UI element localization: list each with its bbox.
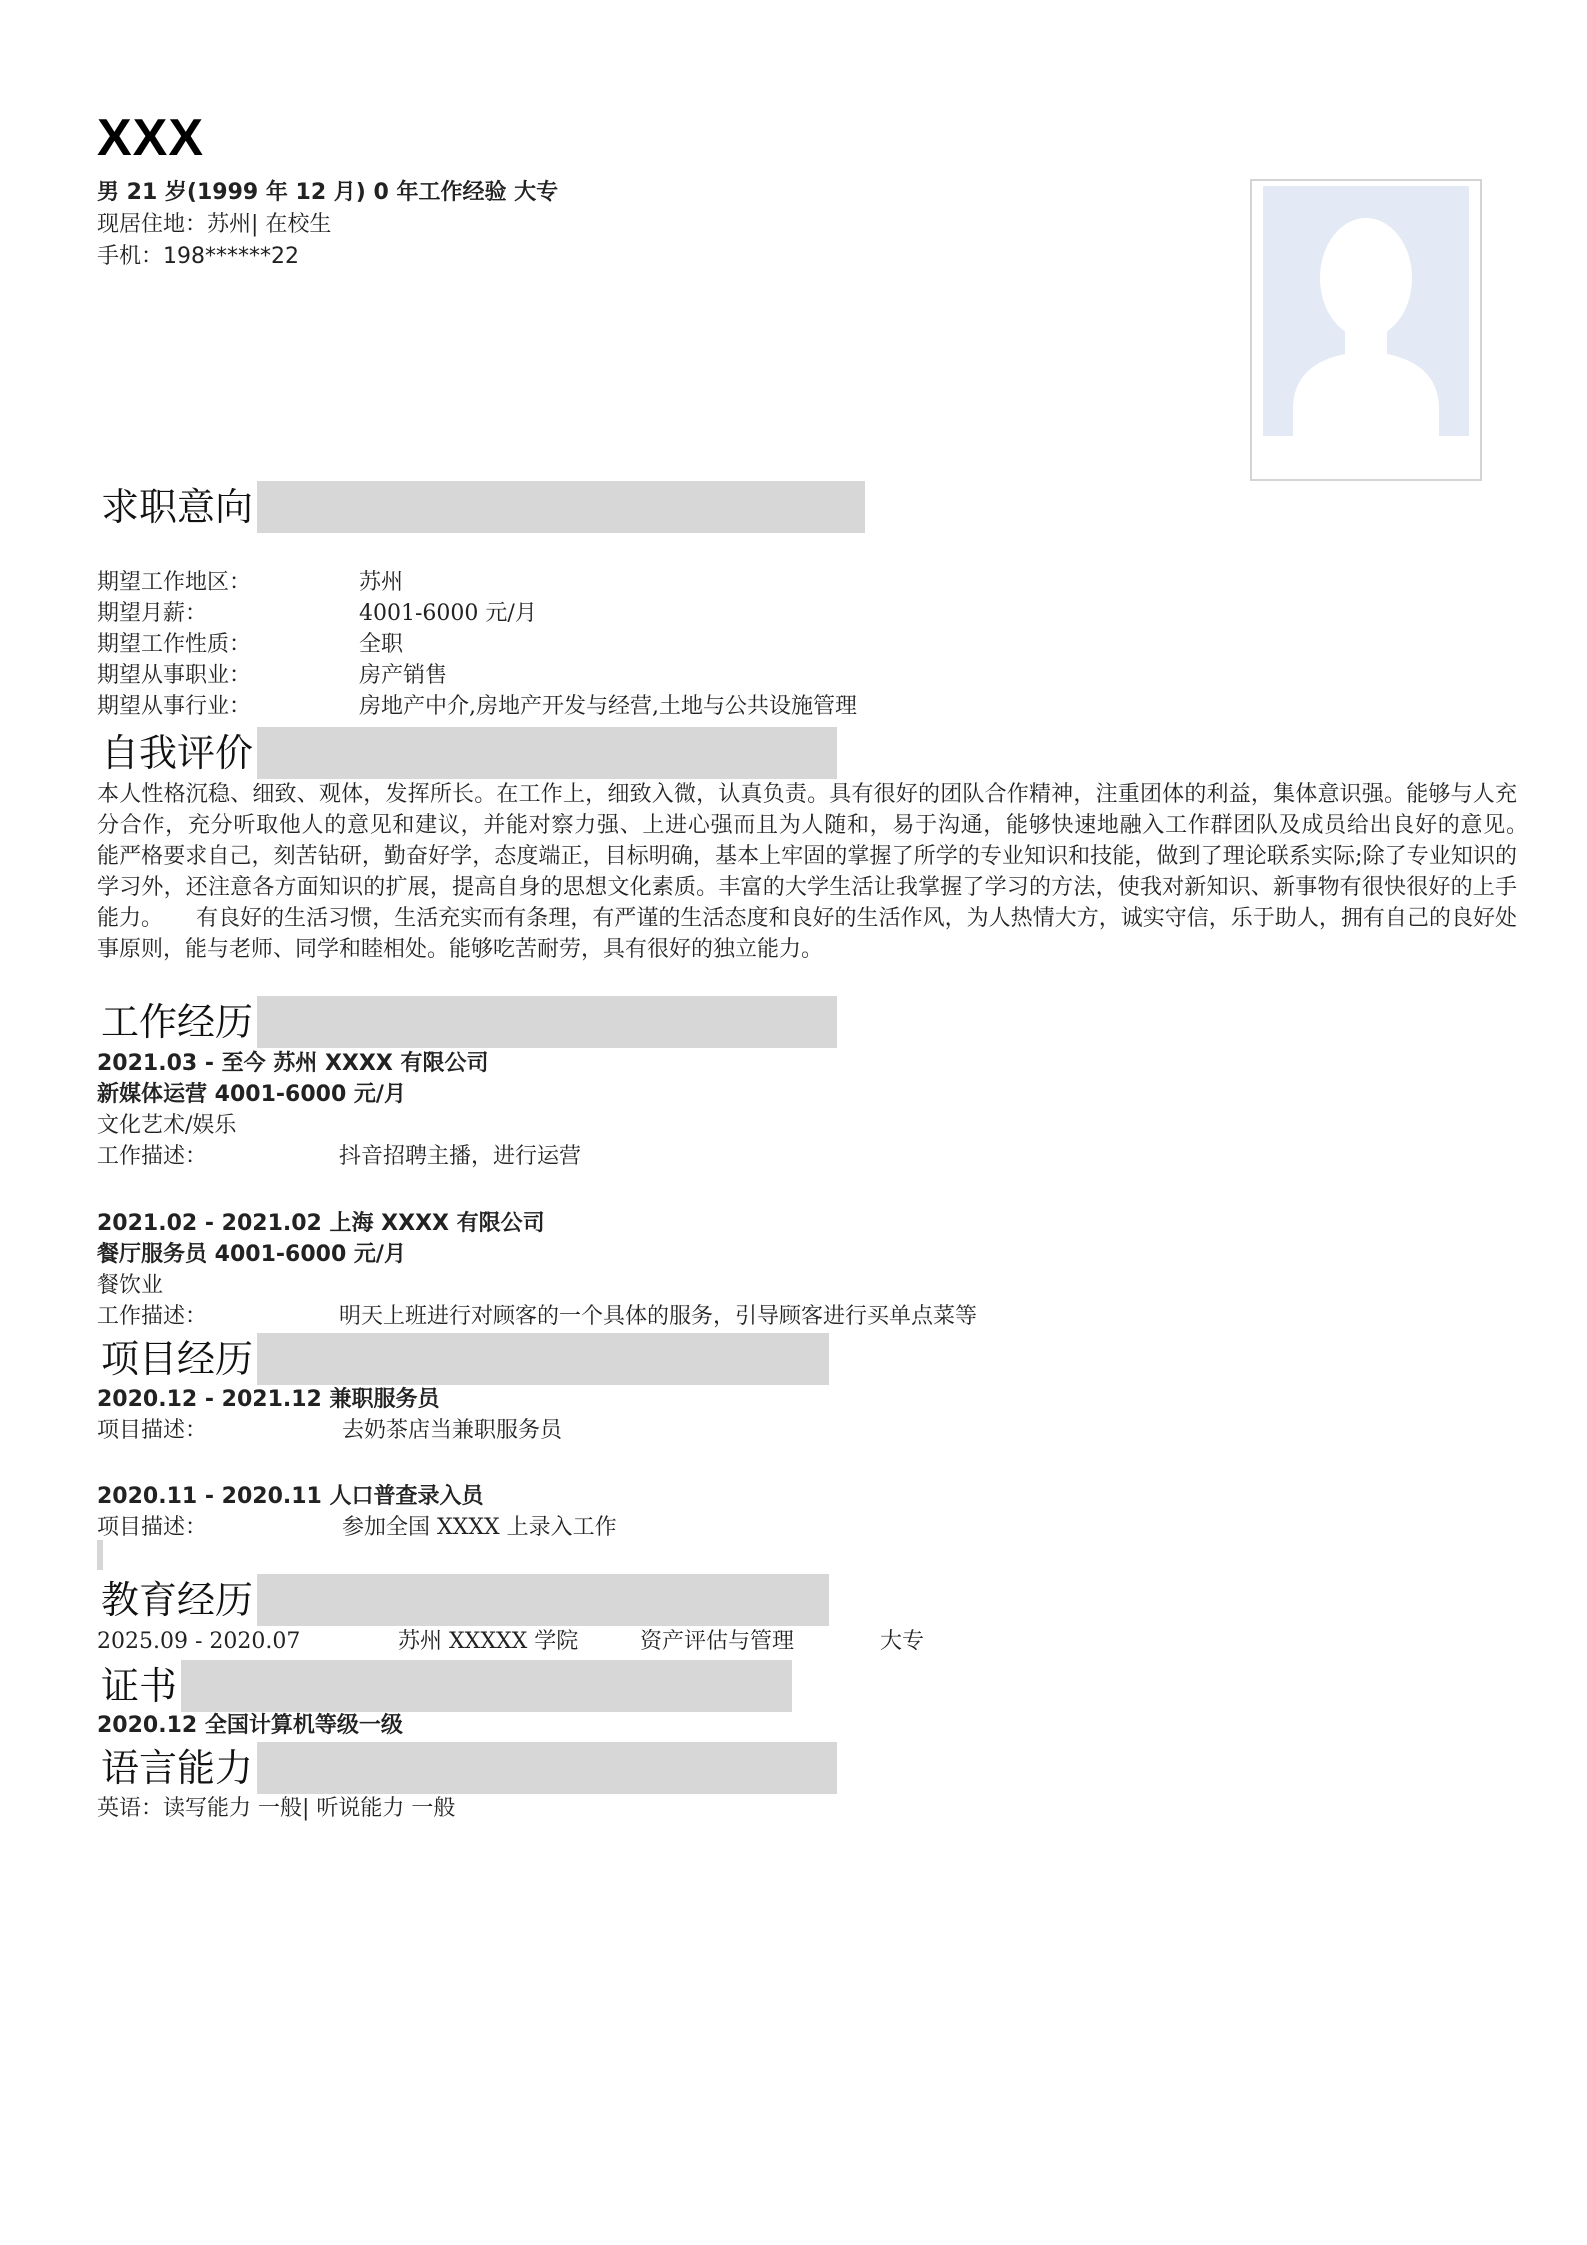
work-industry: 餐饮业 (97, 1273, 164, 1298)
section-education (97, 1574, 829, 1626)
edu-school: 苏州 XXXXX 学院 (398, 1629, 579, 1654)
self-eval-text: 本人性格沉稳、细致、观体，发挥所长。在工作上，细致入微，认真负责。具有很好的团队合作精神，注重团体的利益，集体意识强。能够与人充分合作，充分听取他人的意见和建议，并能对察力强、上进心强而且为人随和，易于沟通，能够快速地融入工作群团队及成员给出良好的意见。 能严格要求自己，刻苦钻研，勤奋好学，态度端正，目标明确，基本上牢固的掌握了所学的专业知识和技能，做到了理论联系实际;除了专业知识的学习外，还注意各方面知识的扩展，提高自身的思想文化素质。丰富的大学生活让我掌握了学习的方法，使我对新知识、新事物有很快很好的上手能力。 有良好的生活习惯，生活充实而有条理，有严谨的生活态度和良好的生活作风，为人热情大方，诚实守信，乐于助人，拥有自己的良好处事原则，能与老师、同学和睦相处。能够吃苦耐劳，具有很好的独立能力。 (97, 782, 1562, 962)
section-title: 教育经历 (101, 1578, 254, 1622)
phone: 手机：198******22 (97, 244, 299, 269)
work-desc-key: 工作描述： (97, 1144, 208, 1169)
section-title: 项目经历 (101, 1337, 254, 1381)
section-projects (97, 1333, 829, 1385)
work-desc-key: 工作描述： (97, 1304, 208, 1329)
job-intent-key: 期望工作地区： (97, 570, 252, 595)
project-desc: 去奶茶店当兼职服务员 (342, 1418, 563, 1443)
project-header: 2020.11 - 2020.11 人口普查录入员 (97, 1484, 484, 1509)
section-language (97, 1742, 837, 1794)
section-title: 证书 (101, 1664, 178, 1708)
work-role: 餐厅服务员 4001-6000 元/月 (97, 1242, 406, 1267)
language-ability: 英语：读写能力 一般| 听说能力 一般 (97, 1796, 456, 1821)
work-desc: 抖音招聘主播，进行运营 (339, 1144, 582, 1169)
job-intent-key: 期望月薪： (97, 601, 208, 626)
work-header: 2021.02 - 2021.02 上海 XXXX 有限公司 (97, 1211, 545, 1236)
job-intent-key: 期望工作性质： (97, 632, 252, 657)
section-title: 语言能力 (101, 1746, 254, 1790)
job-intent-value: 4001-6000 元/月 (359, 601, 537, 626)
project-header: 2020.12 - 2021.12 兼职服务员 (97, 1387, 440, 1412)
project-desc-key: 项目描述： (97, 1515, 208, 1540)
job-intent-value: 苏州 (359, 570, 404, 595)
divider (97, 1540, 103, 1570)
project-desc-key: 项目描述： (97, 1418, 208, 1443)
avatar-placeholder-icon (1263, 186, 1469, 436)
work-industry: 文化艺术/娱乐 (97, 1113, 237, 1138)
job-intent-value: 房地产中介,房地产开发与经营,土地与公共设施管理 (359, 694, 857, 719)
section-title: 工作经历 (101, 1000, 254, 1044)
work-desc: 明天上班进行对顾客的一个具体的服务，引导顾客进行买单点菜等 (339, 1304, 978, 1329)
edu-major: 资产评估与管理 (640, 1629, 795, 1654)
cert-item: 2020.12 全国计算机等级一级 (97, 1713, 403, 1738)
job-intent-value: 房产销售 (359, 663, 448, 688)
section-self-eval (97, 727, 837, 779)
profile-photo (1250, 179, 1482, 481)
section-work (97, 996, 837, 1048)
edu-degree: 大专 (880, 1629, 925, 1654)
section-job-intent (97, 481, 865, 533)
job-intent-value: 全职 (359, 632, 404, 657)
project-desc: 参加全国 XXXX 上录入工作 (342, 1515, 617, 1540)
section-title: 自我评价 (101, 731, 254, 775)
profile-summary: 男 21 岁(1999 年 12 月) 0 年工作经验 大专 (97, 180, 559, 205)
section-title: 求职意向 (101, 485, 254, 529)
section-certs (97, 1660, 792, 1712)
work-header: 2021.03 - 至今 苏州 XXXX 有限公司 (97, 1051, 489, 1076)
candidate-name: XXX (97, 109, 205, 167)
residence: 现居住地：苏州| 在校生 (97, 212, 332, 237)
edu-period: 2025.09 - 2020.07 (97, 1629, 301, 1654)
job-intent-key: 期望从事行业： (97, 694, 252, 719)
job-intent-key: 期望从事职业： (97, 663, 252, 688)
work-role: 新媒体运营 4001-6000 元/月 (97, 1082, 406, 1107)
